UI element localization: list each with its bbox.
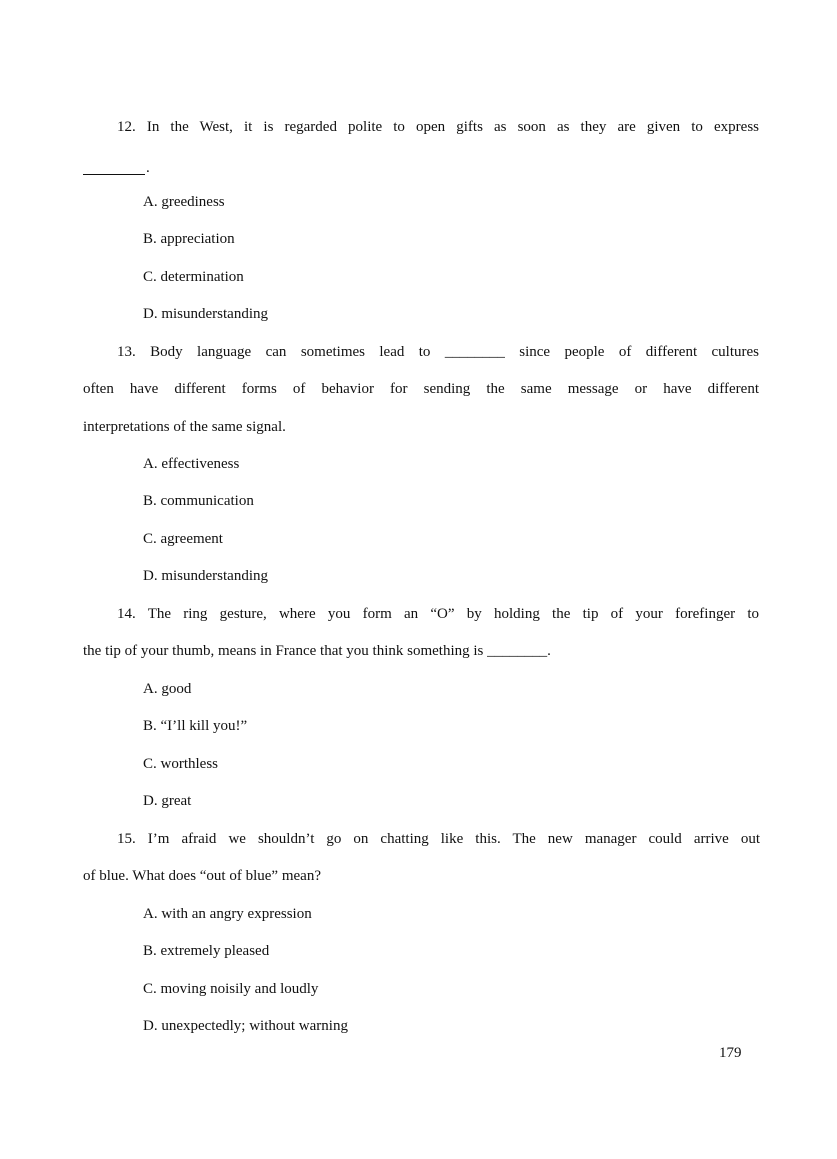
page-number: 179 — [719, 1045, 742, 1061]
option-12-b: B. appreciation — [143, 231, 235, 247]
option-12-d: D. misunderstanding — [143, 306, 268, 322]
question-13-text: 13. Body language can sometimes lead to ________ since people of different cultures — [117, 344, 759, 360]
option-13-a: A. effectiveness — [143, 456, 240, 472]
option-12-a: A. greediness — [143, 194, 225, 210]
question-12-end: . — [146, 160, 150, 176]
option-15-b: B. extremely pleased — [143, 943, 270, 959]
option-13-d: D. misunderstanding — [143, 568, 268, 584]
option-13-b: B. communication — [143, 493, 254, 509]
question-15-text: 15. I’m afraid we shouldn’t go on chatting like this. The new manager could arrive out — [117, 831, 760, 847]
question-14-text-line2: the tip of your thumb, means in France that you think something is ________. — [83, 643, 551, 659]
question-12-text: 12. In the West, it is regarded polite to open gifts as soon as they are given to express — [117, 119, 759, 135]
answer-blank — [83, 174, 145, 175]
option-15-d: D. unexpectedly; without warning — [143, 1018, 348, 1034]
option-14-d: D. great — [143, 793, 192, 809]
option-15-a: A. with an angry expression — [143, 906, 312, 922]
option-14-b: B. “I’ll kill you!” — [143, 718, 248, 734]
question-14-text: 14. The ring gesture, where you form an “O” by holding the tip of your forefinger to — [117, 606, 759, 622]
option-14-a: A. good — [143, 681, 192, 697]
question-13-text-line3: interpretations of the same signal. — [83, 419, 286, 435]
question-13-text-line2: often have different forms of behavior for sending the same message or have different — [83, 381, 759, 397]
option-14-c: C. worthless — [143, 756, 218, 772]
question-15-text-line2: of blue. What does “out of blue” mean? — [83, 868, 321, 884]
option-15-c: C. moving noisily and loudly — [143, 981, 319, 997]
option-12-c: C. determination — [143, 269, 244, 285]
option-13-c: C. agreement — [143, 531, 223, 547]
